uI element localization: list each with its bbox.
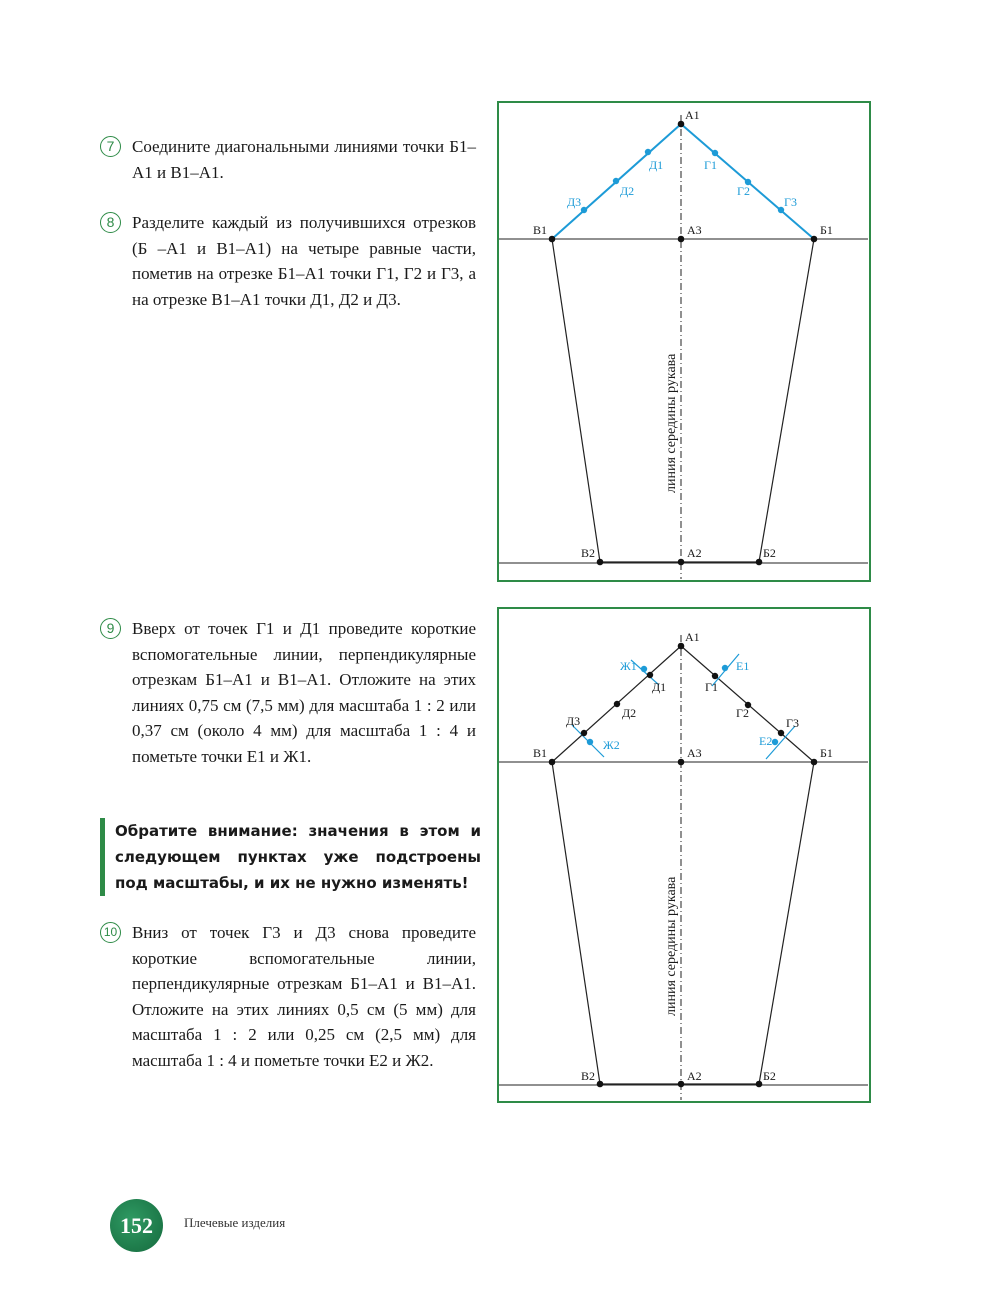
point-label: Б1 bbox=[820, 223, 833, 237]
step-number: 10 bbox=[100, 922, 121, 943]
center-line-label: линия середины рукава bbox=[664, 876, 679, 1016]
note-prefix: Обратите внимание: bbox=[115, 822, 298, 840]
point-label: В1 bbox=[533, 746, 548, 760]
instruction-step-10 bbox=[100, 920, 476, 1073]
point-label: Е2 bbox=[759, 734, 773, 748]
point-label: Д2 bbox=[622, 706, 637, 720]
point-label: Ж1 bbox=[620, 659, 637, 673]
point-label: Д3 bbox=[566, 714, 581, 728]
point-label: Г3 bbox=[784, 195, 797, 209]
page-number-badge: 152 bbox=[110, 1199, 163, 1252]
point-label: А2 bbox=[687, 546, 702, 560]
point-label: Г2 bbox=[736, 706, 749, 720]
step-text: Соедините диагональными линиями точки Б1–А1 и В1–А1. bbox=[132, 137, 476, 182]
instruction-step-7 bbox=[100, 134, 476, 185]
point-label: А1 bbox=[685, 108, 700, 122]
step-number: 7 bbox=[100, 136, 121, 157]
point-label: Г2 bbox=[737, 184, 750, 198]
point-label: А3 bbox=[687, 223, 702, 237]
point-label: Ж2 bbox=[603, 738, 620, 752]
instruction-step-8 bbox=[100, 210, 476, 312]
point-label: В2 bbox=[581, 546, 596, 560]
point-label: Г3 bbox=[786, 716, 799, 730]
attention-note bbox=[100, 818, 481, 896]
sleeve-diagram-1 bbox=[497, 101, 871, 582]
point-label: Б2 bbox=[763, 546, 776, 560]
point-label: В2 bbox=[581, 1069, 596, 1083]
point-label: Б1 bbox=[820, 746, 833, 760]
instruction-step-9 bbox=[100, 616, 476, 769]
step-number: 9 bbox=[100, 618, 121, 639]
point-label: А1 bbox=[685, 630, 700, 644]
note-text: значения в этом и следующем пунктах уже подстроены под масштабы, и их не нужно изменять! bbox=[115, 822, 481, 892]
step-text: Вверх от точек Г1 и Д1 проведите короткие вспомогательные линии, перпендикулярные отрезкам Б1–А1 и В1–А1. Отложите на этих линиях 0,75 см (7,5 мм) для масштаба 1 : 2 или 0,37 см (около 4 мм) для масштаба 1 : 4 и пометьте точки Е1 и Ж1. bbox=[132, 619, 476, 766]
step-number: 8 bbox=[100, 212, 121, 233]
point-label: Д2 bbox=[620, 184, 635, 198]
point-label: Б2 bbox=[763, 1069, 776, 1083]
point-label: Г1 bbox=[704, 158, 717, 172]
center-line-label: линия середины рукава bbox=[664, 353, 679, 493]
step-text: Разделите каждый из получившихся отрезков (Б –А1 и В1–А1) на четыре равные части, пометив на отрезке Б1–А1 точки Г1, Г2 и Г3, а на отрезке В1–А1 точки Д1, Д2 и Д3. bbox=[132, 213, 476, 309]
point-label: А2 bbox=[687, 1069, 702, 1083]
point-label: Е1 bbox=[736, 659, 750, 673]
sleeve-diagram-2-svg bbox=[499, 609, 868, 1100]
point-label: Д1 bbox=[652, 680, 667, 694]
sleeve-diagram-1-svg bbox=[499, 103, 868, 579]
point-label: Д3 bbox=[567, 195, 582, 209]
point-label: Г1 bbox=[705, 680, 718, 694]
point-label: А3 bbox=[687, 746, 702, 760]
step-text: Вниз от точек Г3 и Д3 снова проведите короткие вспомогательные линии, перпендикулярные отрезкам Б1–А1 и В1–А1. Отложите на этих линиях 0,5 см (5 мм) для масштаба 1 : 2 или 0,25 см (2,5 мм) для масштаба 1 : 4 и пометьте точки Е2 и Ж2. bbox=[132, 923, 476, 1070]
point-label: Д1 bbox=[649, 158, 664, 172]
point-label: В1 bbox=[533, 223, 548, 237]
sleeve-diagram-2 bbox=[497, 607, 871, 1103]
section-title: Плечевые изделия bbox=[184, 1215, 286, 1230]
